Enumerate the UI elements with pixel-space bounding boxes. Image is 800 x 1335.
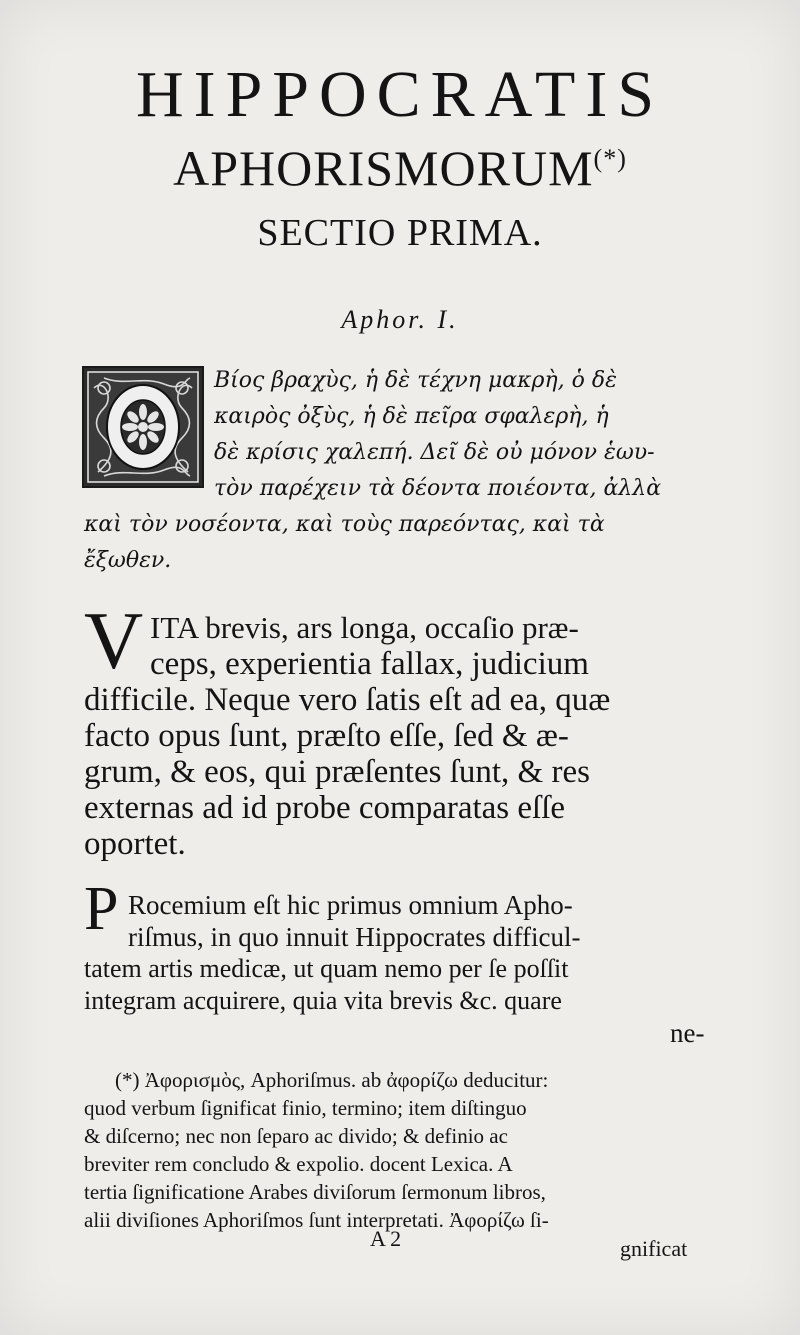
greek-line-6: ἔξωθεν.	[84, 548, 172, 573]
footnote-line-4: breviter rem concludo & expolio. docent Lexica. A	[84, 1152, 513, 1176]
greek-line-2: καιρὸς ὀξὺς, ἡ δὲ πεῖρα σφαλερὴ, ἡ	[214, 404, 609, 429]
footnote-line-2: quod verbum ſignificat finio, termino; item diſtinguo	[84, 1096, 527, 1120]
commentary-line-1: Rocemium eſt hic primus omnium Apho-	[128, 890, 573, 920]
latin-drop-initial: V	[84, 595, 144, 686]
greek-line-5: καὶ τὸν νοσέοντα, καὶ τοὺς παρεόντας, καὶ τὰ	[84, 512, 605, 537]
commentary-line-5: ne-	[670, 1018, 705, 1048]
commentary-line-3: tatem artis medicæ, ut quam nemo per ſe poſſit	[84, 954, 569, 983]
footnote-line-6: alii diviſiones Aphoriſmos ſunt interpretati. Ἀφορίζω ſi-	[84, 1208, 549, 1232]
title-hippocratis: HIPPOCRATIS	[135, 58, 665, 131]
latin-line-6: externas ad id probe comparatas eſſe	[84, 790, 566, 826]
section-title: SECTIO PRIMA.	[257, 212, 543, 254]
catchword: gnificat	[620, 1236, 688, 1261]
commentary-line-2: riſmus, in quo innuit Hippocrates difficul-	[128, 922, 581, 952]
aphorism-number: Aphor. I.	[341, 305, 459, 334]
footnote-line-5: tertia ſignificatione Arabes diviſorum ſermonum libros,	[84, 1180, 546, 1204]
greek-line-4: τὸν παρέχειν τὰ δέοντα ποιέοντα, ἀλλὰ	[214, 476, 662, 501]
title-aphorismorum	[0, 140, 800, 196]
latin-line-2: ceps, experientia fallax, judicium	[150, 646, 589, 682]
title-aphorismorum-text: APHORISMORUM	[173, 140, 594, 196]
commentary-line-4: integram acquirere, quia vita brevis &c. quare	[84, 986, 562, 1015]
latin-line-7: oportet.	[84, 826, 186, 862]
latin-line-1: ITA brevis, ars longa, occaſio præ-	[150, 610, 579, 645]
footnote-line-3: & diſcerno; nec non ſeparo ac divido; & definio ac	[84, 1124, 508, 1148]
latin-line-3: difficile. Neque vero ſatis eſt ad ea, quæ	[84, 682, 611, 718]
latin-line-5: grum, & eos, qui præſentes ſunt, & res	[84, 754, 590, 790]
footnote-line-1: (*) Ἀφορισμὸς, Aphoriſmus. ab ἀφορίζω deducitur:	[115, 1068, 549, 1092]
greek-line-3: δὲ κρίσις χαλεπή. Δεῖ δὲ οὐ μόνον ἑωυ-	[214, 440, 655, 465]
footnote-mark: (*)	[593, 144, 627, 173]
decorated-initial	[82, 366, 204, 488]
commentary-drop-initial: P	[84, 875, 119, 943]
greek-line-1: Βίος βραχὺς, ἡ δὲ τέχνη μακρὴ, ὁ δὲ	[214, 368, 617, 393]
floral-ornament-icon	[84, 368, 202, 486]
latin-line-4: facto opus ſunt, præſto eſſe, ſed & æ-	[84, 718, 569, 754]
signature-mark: A 2	[370, 1226, 402, 1251]
